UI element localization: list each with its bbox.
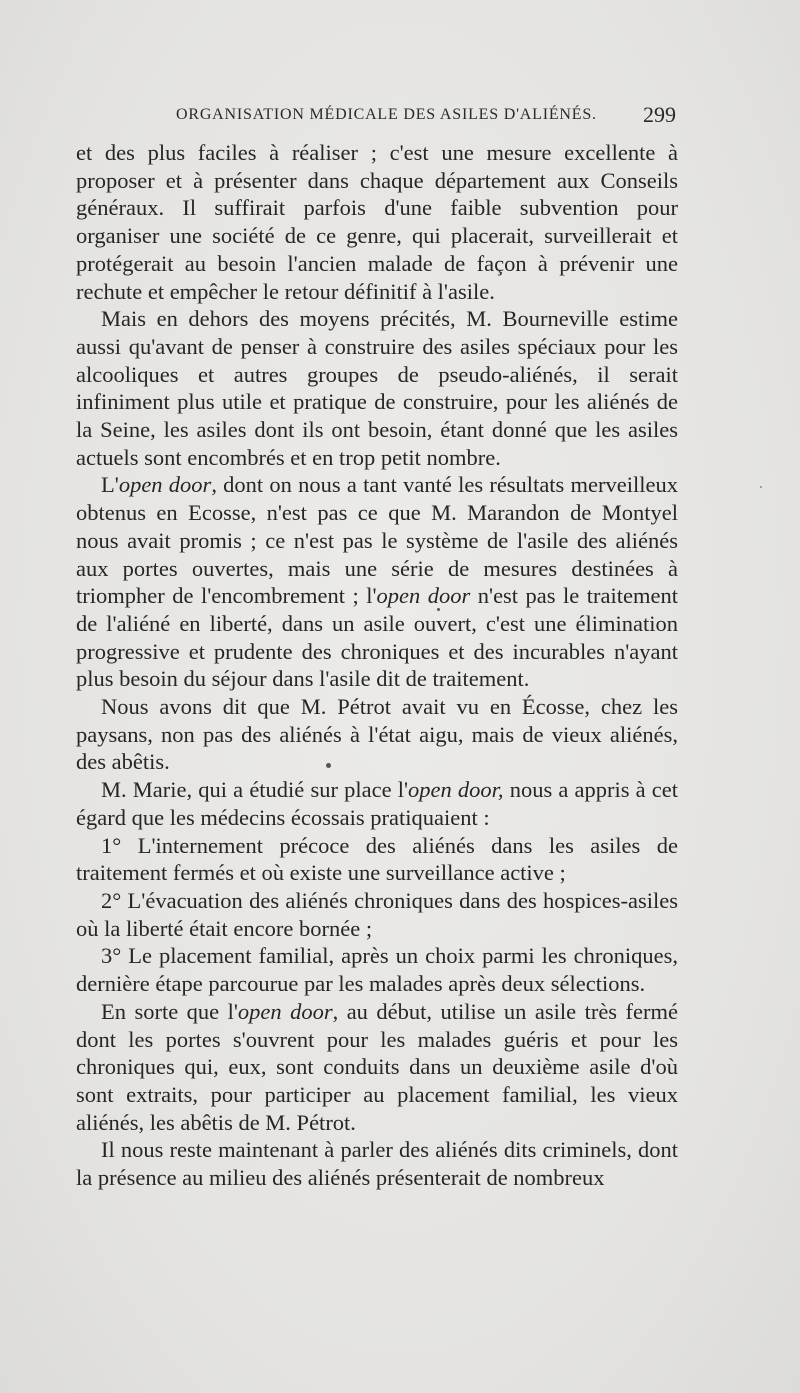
- italic-text: open door: [237, 998, 333, 1024]
- ink-speck: [326, 763, 331, 768]
- paragraph-text: Mais en dehors des moyens précités, M. Bourneville estime aussi qu'avant de penser à construire des asiles spéciaux pour les alcooliques et autres groupes de pseudo-aliénés, il serait infiniment plus utile et pratique de construire, pour les aliénés de la Seine, les asiles dont ils ont besoin, étant donné que les asiles actuels sont encombrés et en trop petit nombre.: [76, 306, 678, 470]
- italic-text: open door: [376, 583, 471, 609]
- paragraph: [76, 305, 678, 471]
- paragraph: [76, 693, 678, 776]
- italic-text: open door,: [408, 777, 504, 803]
- paragraph-text: M. Marie, qui a étudié sur place l': [101, 777, 409, 803]
- page-number: 299: [643, 102, 676, 127]
- paragraph-text: , au début, utilise un asile très fermé dont les portes s'ouvrent pour les malades guéris et pour les chroniques qui, eux, sont conduits dans un deuxième asile d'où sont extraits, pour participer au placement familial, les vieux aliénés, les abêtis de M. Pétrot.: [76, 998, 678, 1135]
- paragraph-text: 1° L'internement précoce des aliénés dans les asiles de traitement fermés et où existe une surveillance active ;: [76, 832, 678, 886]
- paragraph-text: 3° Le placement familial, après un choix parmi les chroniques, dernière étape parcourue par les malades après deux sélections.: [76, 943, 678, 997]
- paragraph: [76, 471, 678, 693]
- paragraph-text: n'est pas le traitement de l'aliéné en liberté, dans un asile ouvert, c'est une élimination progressive et prudente des chroniques et des incurables n'ayant plus besoin du séjour dans l'asile dit de traitement.: [76, 583, 678, 692]
- paragraph-text: , dont on nous a tant vanté les résultats merveilleux obtenus en Ecosse, n'est pas ce que M. Marandon de Montyel nous avait promis ; ce n'est pas le système de l'asile des aliénés aux portes ouvertes, mais une série de mesures destinées à triompher de l'encombrement ; l': [76, 472, 679, 609]
- paragraph-text: L': [101, 472, 119, 498]
- body-text: [76, 139, 678, 1192]
- paragraph-text: nous a appris à cet égard que les médecins écossais pratiquaient :: [76, 777, 678, 830]
- paragraph: [76, 887, 678, 942]
- paragraph-text: Il nous reste maintenant à parler des aliénés dits criminels, dont la présence au milieu des aliénés présenterait de nombreux: [76, 1137, 678, 1191]
- ink-speck: [760, 486, 762, 488]
- paragraph: [76, 776, 678, 831]
- paragraph: [76, 942, 678, 997]
- paragraph-text: 2° L'évacuation des aliénés chroniques dans des hospices-asiles où la liberté était encore bornée ;: [76, 887, 678, 941]
- page-header: [176, 102, 676, 132]
- paragraph: [76, 832, 678, 887]
- ink-speck: [437, 608, 440, 611]
- running-title: ORGANISATION MÉDICALE DES ASILES D'ALIÉNÉS.: [176, 106, 597, 123]
- paragraph-text: et des plus faciles à réaliser ; c'est une mesure excellente à proposer et à présenter dans chaque département aux Conseils généraux. Il suffirait parfois d'une faible subvention pour organiser une société de ce genre, qui placerait, surveillerait et protégerait au besoin l'ancien malade de façon à prévenir une rechute et empêcher le retour définitif à l'asile.: [76, 140, 678, 304]
- paragraph: [76, 139, 678, 305]
- paragraph-text: Nous avons dit que M. Pétrot avait vu en Écosse, chez les paysans, non pas des aliénés à l'état aigu, mais de vieux aliénés, des abêtis.: [76, 694, 678, 775]
- paragraph: [76, 1136, 678, 1191]
- italic-text: open door: [118, 472, 212, 498]
- paragraph: [76, 998, 678, 1137]
- paragraph-text: En sorte que l': [101, 998, 238, 1024]
